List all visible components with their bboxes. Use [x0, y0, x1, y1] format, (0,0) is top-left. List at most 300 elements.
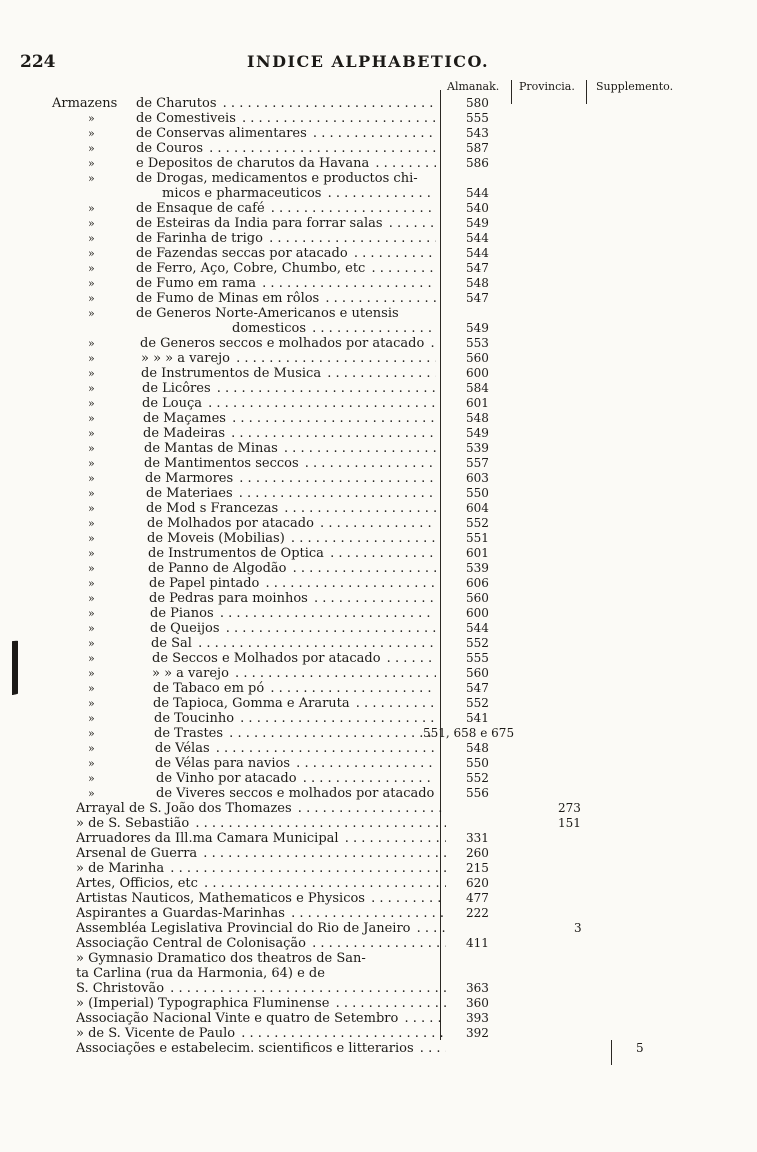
entry-text	[76, 966, 446, 981]
entry-text	[136, 156, 436, 171]
ditto-mark: »	[88, 472, 95, 485]
entry-label: de Generos Norte-Americanos e utensis	[136, 306, 399, 321]
entry-label: de Materiaes	[146, 486, 233, 501]
index-entry	[0, 651, 757, 666]
almanak-page: 552	[466, 771, 489, 785]
entry-label: de Drogas, medicamentos e productos chi-	[136, 171, 418, 186]
ditto-mark: »	[88, 622, 95, 635]
almanak-page: 393	[466, 1011, 489, 1025]
almanak-page: 557	[466, 456, 489, 470]
entry-label: de Comestiveis	[136, 111, 236, 126]
entry-text	[76, 951, 446, 966]
entry-label: de Marmores	[145, 471, 234, 486]
ditto-mark: »	[88, 727, 95, 740]
index-entry	[0, 1041, 757, 1056]
entry-text	[76, 936, 446, 951]
entry-text	[76, 891, 446, 906]
entry-label: de Tabaco em pó	[153, 681, 265, 696]
provincia-page: 151	[558, 816, 581, 830]
entry-text	[148, 546, 436, 561]
almanak-page: 549	[466, 426, 489, 440]
ditto-mark: »	[88, 157, 95, 170]
ditto-mark: »	[88, 652, 95, 665]
index-entry	[0, 396, 757, 411]
entry-label: » de S. Sebastião	[76, 816, 190, 831]
ditto-mark: »	[88, 277, 95, 290]
index-entry	[0, 366, 757, 381]
ditto-mark: »	[88, 787, 95, 800]
entry-label: de Molhados por atacado	[147, 516, 314, 531]
entry-label: de Ferro, Aço, Cobre, Chumbo, etc	[136, 261, 366, 276]
ditto-mark: »	[88, 142, 95, 155]
index-entry	[0, 171, 757, 186]
ditto-mark: »	[88, 547, 95, 560]
index-entry	[0, 996, 757, 1011]
ditto-mark: »	[88, 502, 95, 515]
entry-label: de Vélas para navios	[155, 756, 291, 771]
entry-label: domesticos	[232, 321, 307, 336]
almanak-page: 551, 658 e 675	[423, 726, 515, 740]
almanak-page: 600	[466, 366, 489, 380]
entry-label: de Madeiras	[143, 426, 226, 441]
almanak-page: 555	[466, 111, 489, 125]
entry-label: de Fumo de Minas em rôlos	[136, 291, 320, 306]
entry-label: e Depositos de charutos da Havana	[136, 156, 370, 171]
almanak-page: 392	[466, 1026, 489, 1040]
entry-text	[147, 531, 436, 546]
entry-label: Assembléa Legislativa Provincial do Rio de Janeiro	[76, 921, 411, 936]
index-entry	[0, 591, 757, 606]
ditto-mark: »	[88, 442, 95, 455]
almanak-page: 548	[466, 411, 489, 425]
almanak-page: 604	[466, 501, 489, 515]
almanak-page: 552	[466, 636, 489, 650]
index-entry	[0, 486, 757, 501]
entry-text	[154, 711, 436, 726]
entry-label: Associação Central de Colonisação	[76, 936, 306, 951]
index-entry	[0, 471, 757, 486]
entry-label: Associação Nacional Vinte e quatro de Setembro	[76, 1011, 399, 1026]
entry-heading: Armazens	[52, 96, 118, 111]
entry-text	[76, 906, 446, 921]
entry-label: ta Carlina (rua da Harmonia, 64) e de	[76, 966, 325, 981]
almanak-page: 547	[466, 261, 489, 275]
almanak-page: 601	[466, 546, 489, 560]
index-entry	[0, 816, 757, 831]
index-entry	[0, 441, 757, 456]
index-entry	[0, 516, 757, 531]
entry-text	[142, 381, 436, 396]
almanak-page: 601	[466, 396, 489, 410]
ditto-mark: »	[88, 667, 95, 680]
index-entry	[0, 336, 757, 351]
entry-label: Artes, Officios, etc	[76, 876, 198, 891]
provincia-page: 273	[558, 801, 581, 815]
entry-label: Arruadores da Ill.ma Camara Municipal	[76, 831, 339, 846]
entry-text	[76, 846, 446, 861]
entry-label: de Moveis (Mobilias)	[147, 531, 285, 546]
almanak-page: 560	[466, 591, 489, 605]
page-number: 224	[20, 52, 56, 72]
entry-label: » de S. Vicente de Paulo	[76, 1026, 236, 1041]
entry-label: de Generos seccos e molhados por atacado	[140, 336, 425, 351]
entry-label: de Charutos	[136, 96, 217, 111]
entry-text	[156, 771, 436, 786]
index-entry	[0, 801, 757, 816]
index-entry	[0, 411, 757, 426]
entry-text	[155, 741, 436, 756]
entry-text	[153, 681, 436, 696]
entry-text	[152, 666, 436, 681]
index-entry	[0, 381, 757, 396]
almanak-page: 331	[466, 831, 489, 845]
entry-label: de Vélas	[155, 741, 210, 756]
almanak-page: 550	[466, 756, 489, 770]
almanak-page: 544	[466, 246, 489, 260]
entry-text	[141, 351, 436, 366]
index-entry	[0, 531, 757, 546]
ditto-mark: »	[88, 337, 95, 350]
index-entry	[0, 741, 757, 756]
index-entry	[0, 1011, 757, 1026]
entry-label: » » a varejo	[152, 666, 229, 681]
index-entry	[0, 786, 757, 801]
ditto-mark: »	[88, 397, 95, 410]
entry-text	[152, 651, 436, 666]
provincia-page: 3	[574, 921, 582, 935]
index-entry	[0, 846, 757, 861]
index-entry	[0, 126, 757, 141]
almanak-page: 620	[466, 876, 489, 890]
ditto-mark: »	[88, 457, 95, 470]
entry-label: de Esteiras da India para forrar salas	[136, 216, 383, 231]
index-entry	[0, 546, 757, 561]
almanak-page: 544	[466, 186, 489, 200]
column-header-supplemento: Supplemento.	[596, 80, 674, 93]
almanak-page: 551	[466, 531, 489, 545]
almanak-page: 222	[466, 906, 489, 920]
entry-text	[232, 321, 436, 336]
almanak-page: 360	[466, 996, 489, 1010]
entry-label: de Conservas alimentares	[136, 126, 307, 141]
almanak-page: 539	[466, 441, 489, 455]
index-entry	[0, 756, 757, 771]
ditto-mark: »	[88, 742, 95, 755]
ditto-mark: »	[88, 127, 95, 140]
entry-label: de Maçames	[143, 411, 226, 426]
index-entry	[0, 891, 757, 906]
entry-text	[151, 636, 436, 651]
entry-text	[76, 861, 446, 876]
entry-label: micos e pharmaceuticos	[162, 186, 322, 201]
ditto-mark: »	[88, 382, 95, 395]
index-entry	[0, 831, 757, 846]
entry-label: de Instrumentos de Optica	[148, 546, 324, 561]
entry-text	[142, 396, 436, 411]
entry-text	[136, 141, 436, 156]
index-entry	[0, 1026, 757, 1041]
entry-label: de Seccos e Molhados por atacado	[152, 651, 381, 666]
almanak-page: 603	[466, 471, 489, 485]
ditto-mark: »	[88, 427, 95, 440]
entry-label: de Queijos	[150, 621, 220, 636]
almanak-page: 544	[466, 231, 489, 245]
index-entry	[0, 246, 757, 261]
entry-text	[148, 561, 436, 576]
entry-text	[140, 336, 436, 351]
index-entry	[0, 606, 757, 621]
index-entry	[0, 726, 757, 741]
entry-label: S. Christovão	[76, 981, 165, 996]
entry-label: Artistas Nauticos, Mathematicos e Physicos	[76, 891, 365, 906]
entry-label: de Louça	[142, 396, 203, 411]
index-entry	[0, 966, 757, 981]
entry-text	[76, 921, 446, 936]
ditto-mark: »	[88, 217, 95, 230]
index-entry	[0, 111, 757, 126]
entry-text	[136, 216, 436, 231]
almanak-page: 555	[466, 651, 489, 665]
entry-text	[76, 801, 446, 816]
almanak-page: 606	[466, 576, 489, 590]
index-entry	[0, 261, 757, 276]
entry-label: de Mantimentos seccos	[144, 456, 299, 471]
entry-label: de Tapioca, Gomma e Araruta	[153, 696, 350, 711]
almanak-page: 584	[466, 381, 489, 395]
ditto-mark: »	[88, 517, 95, 530]
almanak-page: 586	[466, 156, 489, 170]
entry-text	[136, 261, 436, 276]
index-entry	[0, 201, 757, 216]
ditto-mark: »	[88, 532, 95, 545]
almanak-page: 539	[466, 561, 489, 575]
almanak-page: 600	[466, 606, 489, 620]
almanak-page: 548	[466, 276, 489, 290]
almanak-page: 548	[466, 741, 489, 755]
entry-text	[149, 576, 436, 591]
ditto-mark: »	[88, 577, 95, 590]
page-title: INDICE ALPHABETICO.	[247, 52, 490, 71]
ditto-mark: »	[88, 757, 95, 770]
entry-label: » (Imperial) Typographica Fluminense	[76, 996, 330, 1011]
entry-label: Arrayal de S. João dos Thomazes	[76, 801, 292, 816]
entry-text	[146, 486, 436, 501]
entry-label: de Fazendas seccas por atacado	[136, 246, 348, 261]
ditto-mark: »	[88, 292, 95, 305]
index-entry	[0, 681, 757, 696]
entry-text	[154, 726, 436, 741]
ditto-mark: »	[88, 232, 95, 245]
index-entry	[0, 576, 757, 591]
almanak-page: 560	[466, 351, 489, 365]
index-entry	[0, 96, 757, 111]
entry-text	[143, 426, 436, 441]
index-entry	[0, 921, 757, 936]
entry-text	[76, 831, 446, 846]
index-entry	[0, 771, 757, 786]
supplemento-page: 5	[636, 1041, 644, 1055]
entry-label: Aspirantes a Guardas-Marinhas	[76, 906, 285, 921]
ditto-mark: »	[88, 202, 95, 215]
almanak-page: 587	[466, 141, 489, 155]
ditto-mark: »	[88, 172, 95, 185]
index-entry	[0, 936, 757, 951]
entry-text	[150, 606, 436, 621]
entry-label: de Farinha de trigo	[136, 231, 263, 246]
ditto-mark: »	[88, 772, 95, 785]
index-entry	[0, 861, 757, 876]
entry-label: de Viveres seccos e molhados por atacado	[156, 786, 435, 801]
index-entry	[0, 426, 757, 441]
entry-label: de Mantas de Minas	[144, 441, 278, 456]
entry-text	[136, 96, 436, 111]
entry-label: Associações e estabelecim. scientificos e litterarios	[76, 1041, 414, 1056]
entry-text	[136, 276, 436, 291]
entry-label: Arsenal de Guerra	[76, 846, 198, 861]
almanak-page: 552	[466, 516, 489, 530]
almanak-page: 260	[466, 846, 489, 860]
entry-text	[136, 306, 436, 321]
index-entry	[0, 981, 757, 996]
almanak-page: 553	[466, 336, 489, 350]
ditto-mark: »	[88, 682, 95, 695]
index-entry	[0, 276, 757, 291]
entry-text	[136, 246, 436, 261]
entry-label: de Vinho por atacado	[156, 771, 297, 786]
entry-text	[147, 516, 436, 531]
entry-text	[156, 786, 436, 801]
index-list	[0, 96, 757, 1056]
index-entry	[0, 186, 757, 201]
entry-label: » Gymnasio Dramatico dos theatros de San-	[76, 951, 366, 966]
entry-text	[76, 1026, 446, 1041]
entry-label: de Mod s Francezas	[146, 501, 279, 516]
entry-label: de Pedras para moinhos	[149, 591, 308, 606]
entry-text	[136, 111, 436, 126]
ditto-mark: »	[88, 307, 95, 320]
index-entry	[0, 231, 757, 246]
almanak-page: 547	[466, 681, 489, 695]
almanak-page: 411	[466, 936, 489, 950]
ditto-mark: »	[88, 607, 95, 620]
entry-label: de Sal	[151, 636, 192, 651]
almanak-page: 549	[466, 216, 489, 230]
index-entry	[0, 351, 757, 366]
entry-text	[136, 126, 436, 141]
entry-text	[136, 171, 436, 186]
entry-label: de Licôres	[142, 381, 211, 396]
almanak-page: 549	[466, 321, 489, 335]
entry-text	[145, 471, 436, 486]
entry-label: » de Marinha	[76, 861, 165, 876]
index-entry	[0, 951, 757, 966]
entry-text	[76, 876, 446, 891]
entry-text	[150, 621, 436, 636]
ditto-mark: »	[88, 247, 95, 260]
index-entry	[0, 561, 757, 576]
almanak-page: 477	[466, 891, 489, 905]
ditto-mark: »	[88, 112, 95, 125]
entry-text	[76, 996, 446, 1011]
entry-label: de Fumo em rama	[136, 276, 257, 291]
column-header-almanak: Almanak.	[447, 80, 500, 93]
index-entry	[0, 216, 757, 231]
index-entry	[0, 636, 757, 651]
almanak-page: 556	[466, 786, 489, 800]
entry-text	[136, 291, 436, 306]
ditto-mark: »	[88, 412, 95, 425]
entry-label: de Papel pintado	[149, 576, 260, 591]
index-entry	[0, 306, 757, 321]
almanak-page: 544	[466, 621, 489, 635]
entry-label: de Panno de Algodão	[148, 561, 287, 576]
entry-text	[76, 1041, 446, 1056]
index-entry	[0, 876, 757, 891]
page-header	[0, 0, 757, 70]
entry-label: de Trastes	[154, 726, 224, 741]
entry-text	[76, 981, 446, 996]
entry-text	[146, 501, 436, 516]
ditto-mark: »	[88, 712, 95, 725]
entry-label: de Pianos	[150, 606, 214, 621]
index-entry	[0, 501, 757, 516]
ditto-mark: »	[88, 352, 95, 365]
ditto-mark: »	[88, 637, 95, 650]
index-entry	[0, 321, 757, 336]
entry-text	[155, 756, 436, 771]
entry-text	[144, 441, 436, 456]
entry-text	[141, 366, 436, 381]
almanak-page: 560	[466, 666, 489, 680]
entry-text	[153, 696, 436, 711]
ditto-mark: »	[88, 592, 95, 605]
index-entry	[0, 621, 757, 636]
index-entry	[0, 906, 757, 921]
almanak-page: 215	[466, 861, 489, 875]
entry-label: » » » a varejo	[141, 351, 231, 366]
entry-label: de Ensaque de café	[136, 201, 265, 216]
entry-text	[76, 1011, 446, 1026]
almanak-page: 363	[466, 981, 489, 995]
almanak-page: 550	[466, 486, 489, 500]
entry-text	[136, 231, 436, 246]
index-entry	[0, 666, 757, 681]
almanak-page: 541	[466, 711, 489, 725]
entry-label: de Instrumentos de Musica	[141, 366, 322, 381]
entry-label: de Couros	[136, 141, 204, 156]
index-entry	[0, 156, 757, 171]
ditto-mark: »	[88, 367, 95, 380]
entry-text	[136, 201, 436, 216]
ditto-mark: »	[88, 487, 95, 500]
entry-text	[162, 186, 436, 201]
almanak-page: 580	[466, 96, 489, 110]
almanak-page: 552	[466, 696, 489, 710]
index-entry	[0, 291, 757, 306]
entry-text	[144, 456, 436, 471]
almanak-page: 547	[466, 291, 489, 305]
index-entry	[0, 696, 757, 711]
ditto-mark: »	[88, 562, 95, 575]
ditto-mark: »	[88, 697, 95, 710]
almanak-page: 540	[466, 201, 489, 215]
entry-text	[143, 411, 436, 426]
index-entry	[0, 141, 757, 156]
column-header-provincia: Provincia.	[519, 80, 575, 93]
index-entry	[0, 711, 757, 726]
ditto-mark: »	[88, 262, 95, 275]
almanak-page: 543	[466, 126, 489, 140]
